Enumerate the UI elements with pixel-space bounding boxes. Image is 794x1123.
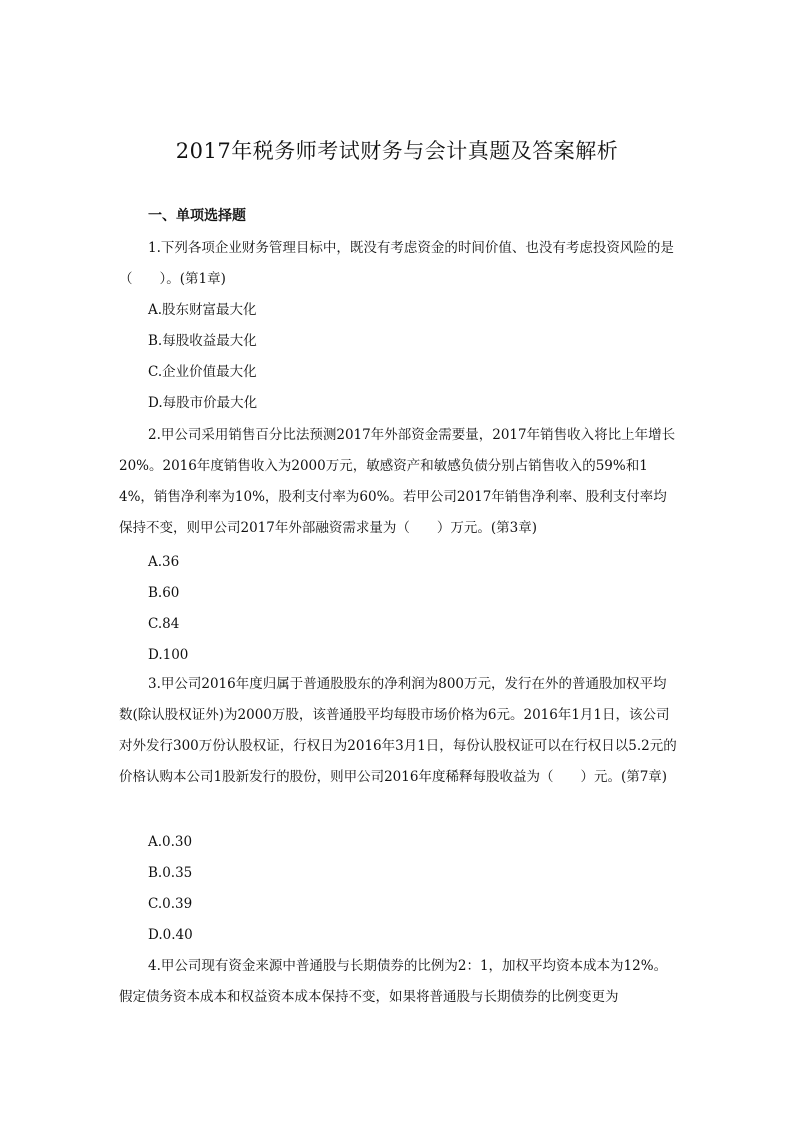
question-1-option-a: A.股东财富最大化 — [148, 302, 257, 318]
document-title: 2017年税务师考试财务与会计真题及答案解析 — [175, 139, 619, 163]
question-1-option-c: C.企业价值最大化 — [148, 364, 257, 380]
question-1-option-d: D.每股市价最大化 — [148, 395, 258, 411]
question-3-option-d: D.0.40 — [148, 927, 193, 943]
section-heading: 一、单项选择题 — [148, 208, 246, 224]
question-3-option-b: B.0.35 — [148, 865, 193, 881]
question-2-option-d: D.100 — [148, 647, 189, 663]
question-2-option-c: C.84 — [148, 616, 180, 632]
question-3-stem: 3.甲公司2016年度归属于普通股股东的净利润为800万元，发行在外的普通股加权平均数(除认股权证外)为2000万股，该普通股平均每股市场价格为6元。2016年1月1日，该公司对外发行300万份认股权证，行权日为2016年3月1日，每份认股权证可以在行权日以5.2元的价格认购本公司1股新发行的股份，则甲公司2016年度稀释每股收益为（ ）元。(第7章) — [119, 676, 677, 785]
question-3-option-a: A.0.30 — [148, 834, 193, 850]
question-1-stem: 1.下列各项企业财务管理目标中，既没有考虑资金的时间价值、也没有考虑投资风险的是（ ）。(第1章) — [119, 240, 674, 287]
question-2-option-a: A.36 — [148, 554, 180, 570]
question-3-option-c: C.0.39 — [148, 896, 193, 912]
question-2-option-b: B.60 — [148, 585, 180, 601]
question-4-stem: 4.甲公司现有资金来源中普通股与长期债券的比例为2：1，加权平均资本成本为12%。假定债务资本成本和权益资本成本保持不变，如果将普通股与长期债券的比例变更为 — [119, 958, 668, 1005]
question-1-option-b: B.每股收益最大化 — [148, 333, 257, 349]
question-2-stem: 2.甲公司采用销售百分比法预测2017年外部资金需要量，2017年销售收入将比上年增长20%。2016年度销售收入为2000万元，敏感资产和敏感负债分别占销售收入的59%和14%，销售净利率为10%，股利支付率为60%。若甲公司2017年销售净利率、股利支付率均保持不变，则甲公司2017年外部融资需求量为（ ）万元。(第3章) — [119, 427, 676, 536]
